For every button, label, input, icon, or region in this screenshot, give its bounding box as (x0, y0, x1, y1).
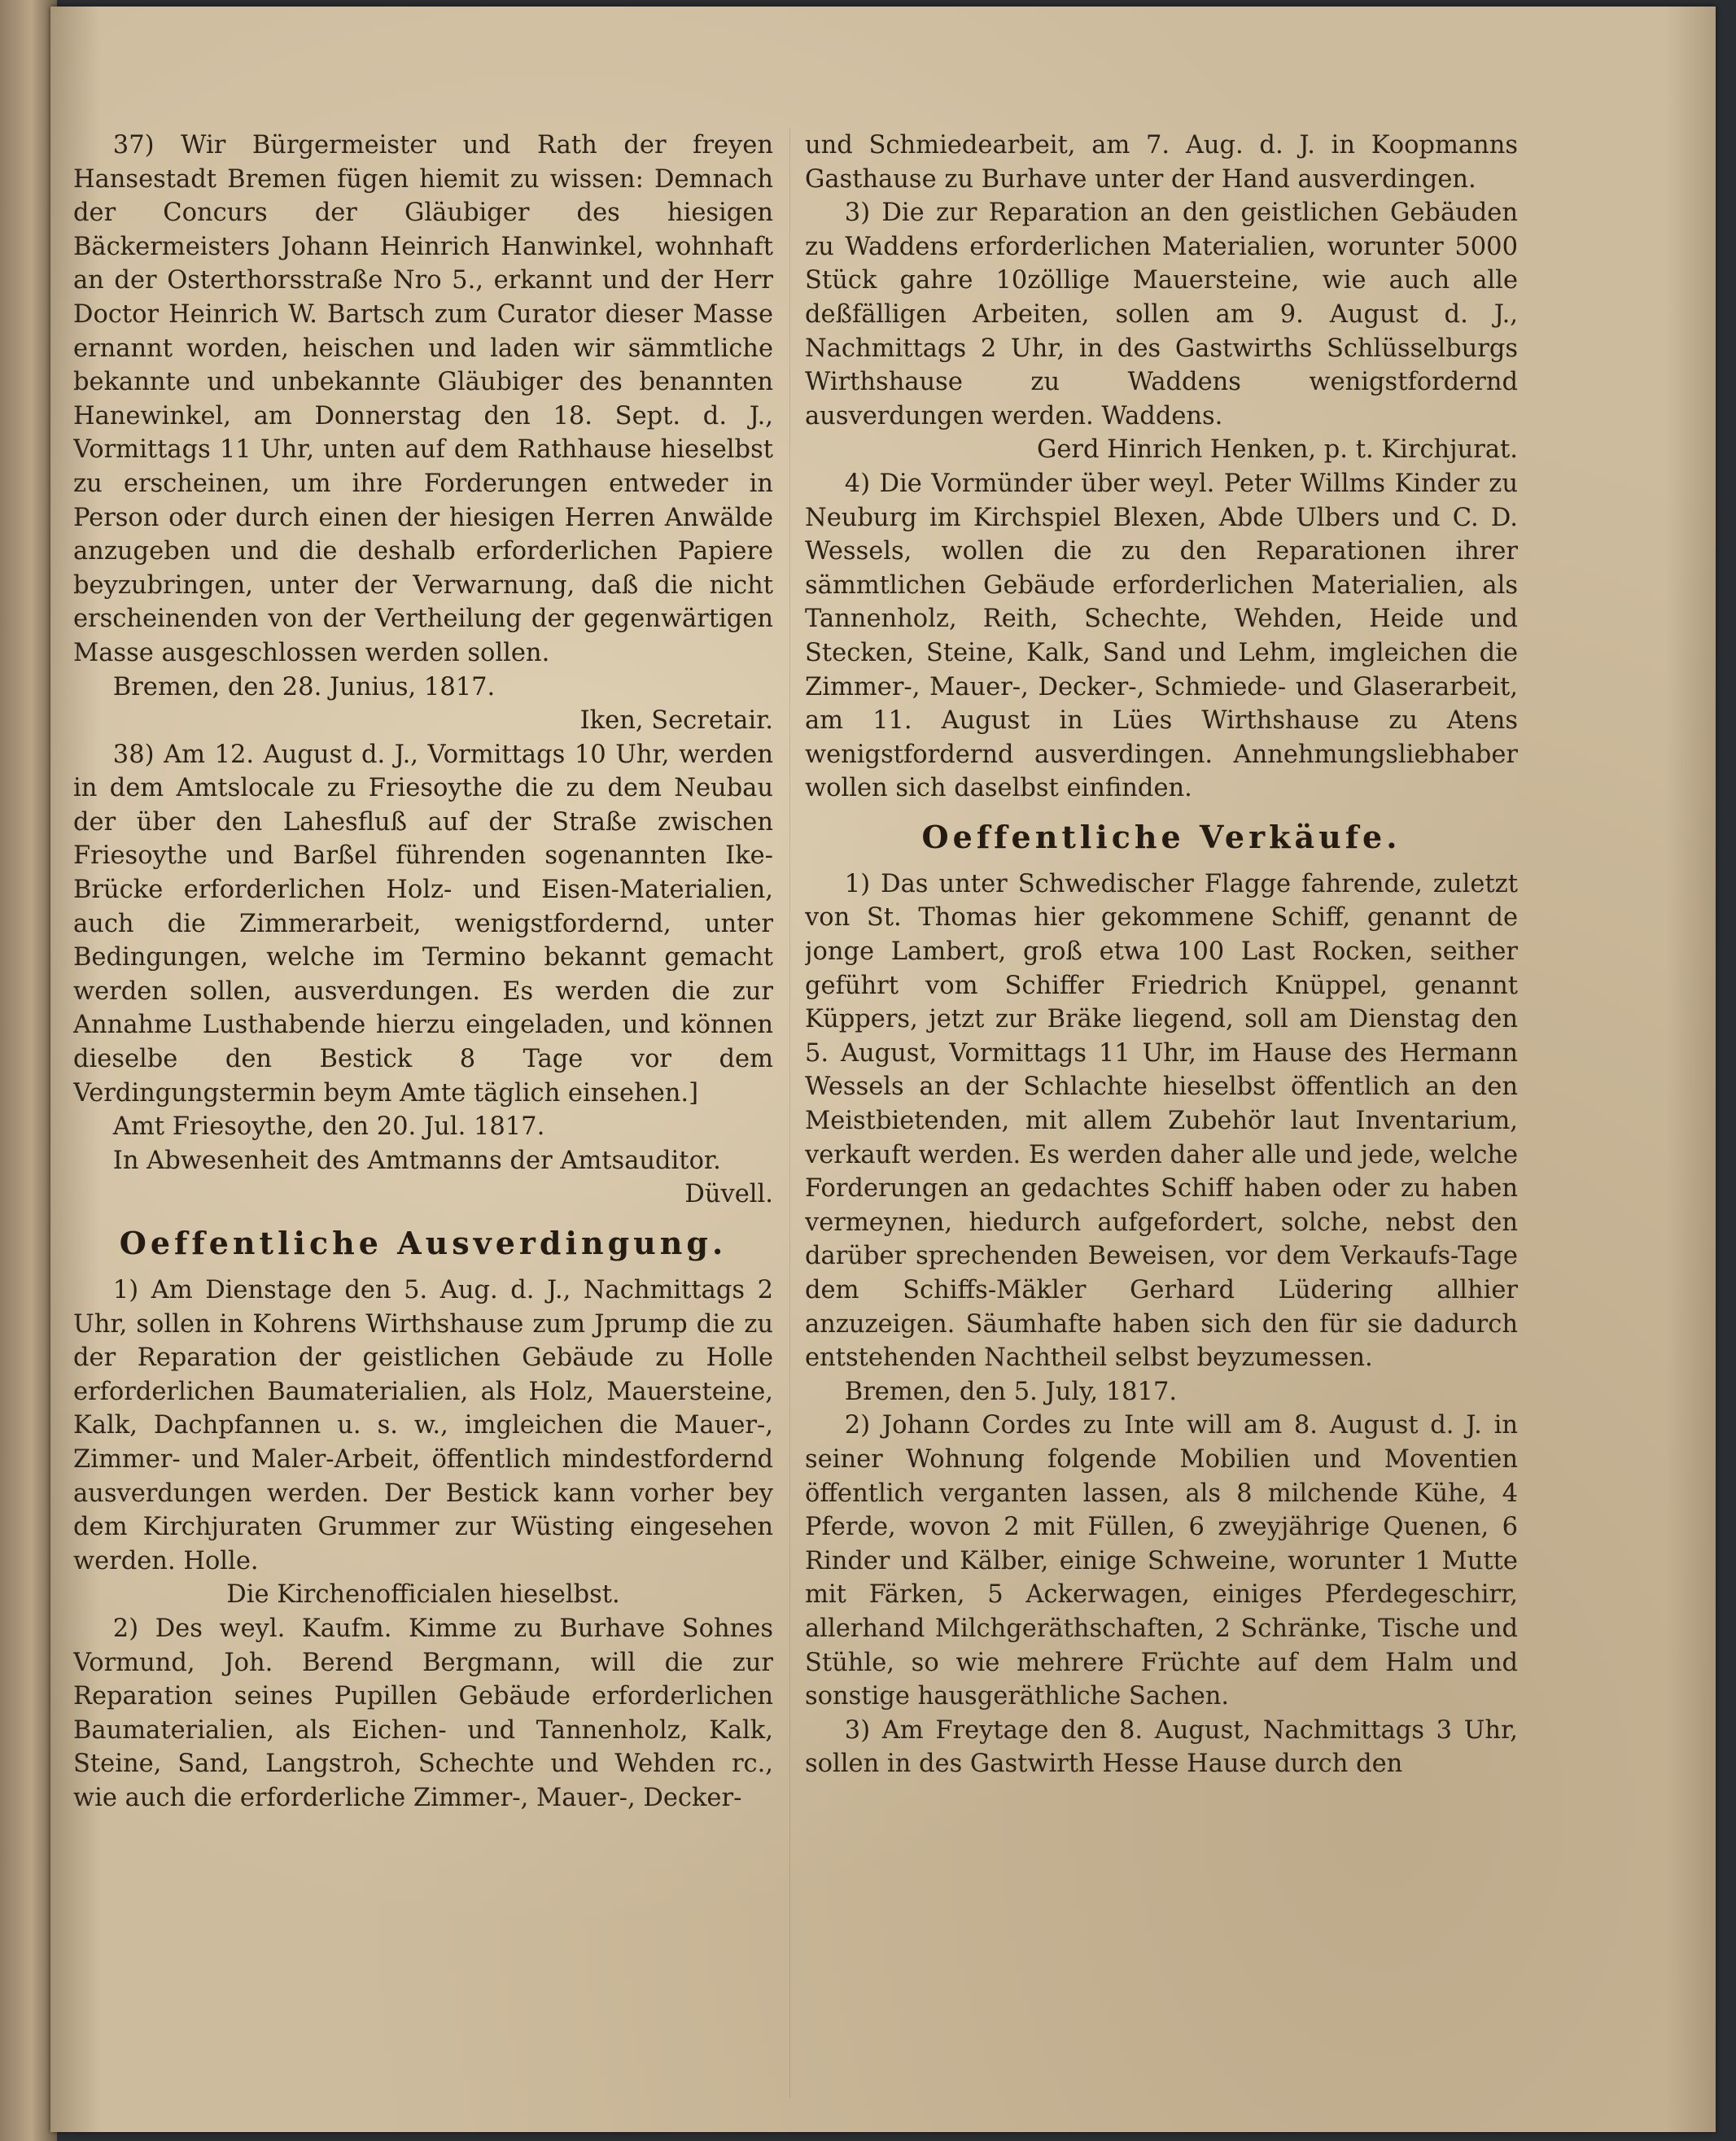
notice-38-signature-line: In Abwesenheit des Amtmanns der Amtsauditor. (112, 1146, 721, 1175)
notice-37-body: 37) Wir Bürgermeister und Rath der freyen Hansestadt Bremen fügen hiemit zu wissen: Demnach der Concurs der Gläubiger des hiesigen Bäckermeisters Johann Heinrich Hanwinkel, wohnhaft an der Osterthorsstraße Nro 5., erkannt und der Herr Doctor Heinrich W. Bartsch zum Curator dieser Masse ernannt worden, heischen und laden wir sämmtliche bekannte und unbekannte Gläubiger des benannten Hanewinkel, am Donnerstag den 18. Sept. d. J., Vormittags 11 Uhr, unten auf dem Rathhause hieselbst zu erscheinen, um ihre Forderungen entweder in Person oder durch einen der hiesigen Herren Anwälde anzugeben und die deshalb erforderlichen Papiere beyzubringen, unter der Verwarnung, daß die nicht erscheinenden von der Vertheilung der gegenwärtigen Masse ausgeschlossen werden sollen. (73, 131, 773, 667)
newspaper-page (50, 7, 1716, 2132)
notice-37-signature: Iken, Secretair. (579, 706, 773, 736)
left-column (73, 129, 773, 2106)
notice-38-date: Amt Friesoythe, den 20. Jul. 1817. (112, 1112, 545, 1142)
ausverdingung-2-continued: und Schmiedearbeit, am 7. Aug. d. J. in Koopmanns Gasthause zu Burhave unter der Hand ausverdingen. (805, 131, 1518, 194)
column-gutter (789, 129, 790, 2098)
notice-38-body: 38) Am 12. August d. J., Vormittags 10 Uhr, werden in dem Amtslocale zu Friesoythe die zu dem Neubau der über den Lahesfluß auf der Straße zwischen Friesoythe und Barßel führenden sogenannten Ike-Brücke erforderlichen Holz- und Eisen-Materialien, auch die Zimmerarbeit, wenigstfordernd, unter Bedingungen, welche im Termino bekannt gemacht werden sollen, ausverdungen. Es werden die zur Annahme Lusthabende hierzu eingeladen, und können dieselbe den Bestick 8 Tage vor dem Verdingungstermin beym Amte täglich einsehen.] (73, 740, 773, 1108)
right-column (805, 129, 1518, 2106)
verkauf-2-body: 2) Johann Cordes zu Inte will am 8. August d. J. in seiner Wohnung folgende Mobilien und Moventien öffentlich verganten lassen, als 8 milchende Kühe, 4 Pferde, wovon 2 mit Füllen, 6 zweyjährige Quenen, 6 Rinder und Kälber, einige Schweine, worunter 1 Mutte mit Färken, 5 Ackerwagen, einiges Pferdegeschirr, allerhand Milchgeräthschaften, 2 Schränke, Tische und Stühle, so wie mehrere Früchte auf dem Halm und sonstige hausgeräthliche Sachen. (805, 1411, 1518, 1711)
ausverdingung-2-body: 2) Des weyl. Kaufm. Kimme zu Burhave Sohnes Vormund, Joh. Berend Bergmann, will die zur Reparation seines Pupillen Gebäude erforderlichen Baumaterialien, als Eichen- und Tannenholz, Kalk, Steine, Sand, Langstroh, Schechte und Wehden rc., wie auch die erforderliche Zimmer-, Mauer-, Decker- (73, 1614, 773, 1812)
section-heading-verkaeufe: Oeffentliche Verkäufe. (921, 818, 1401, 855)
ausverdingung-3-body: 3) Die zur Reparation an den geistlichen Gebäuden zu Waddens erforderlichen Materialien, worunter 5000 Stück gahre 10zöllige Mauersteine, wie auch alle deßfälligen Arbeiten, sollen am 9. August d. J., Nachmittags 2 Uhr, in des Gastwirths Schlüsselburgs Wirthshause zu Waddens wenigstfordernd ausverdungen werden. Waddens. (805, 199, 1518, 430)
verkauf-1-date: Bremen, den 5. July, 1817. (844, 1377, 1178, 1406)
ausverdingung-1-signature: Die Kirchenofficialen hieselbst. (226, 1580, 620, 1610)
ausverdingung-3-signature: Gerd Hinrich Henken, p. t. Kirchjurat. (1036, 435, 1518, 465)
notice-38-signature-name: Düvell. (684, 1180, 773, 1209)
previous-page-edge (0, 0, 57, 2141)
section-heading-ausverdingung: Oeffentliche Ausverdingung. (119, 1225, 728, 1261)
verkauf-1-body: 1) Das unter Schwedischer Flagge fahrende, zuletzt von St. Thomas hier gekommene Schiff, genannt de jonge Lambert, groß etwa 100 Last Rocken, seither geführt vom Schiffer Friedrich Knüppel, genannt Küppers, jetzt zur Bräke liegend, soll am Dienstag den 5. August, Vormittags 11 Uhr, im Hause des Hermann Wessels an der Schlachte hieselbst öffentlich an den Meistbietenden, mit allem Zubehör laut Inventarium, verkauft werden. Es werden daher alle und jede, welche Forderungen an gedachtes Schiff haben oder zu haben vermeynen, hiedurch aufgefordert, solche, nebst den darüber sprechenden Beweisen, vor dem Verkaufs-Tage dem Schiffs-Mäkler Gerhard Lüdering allhier anzuzeigen. Säumhafte haben sich den für sie dadurch entstehenden Nachtheil selbst beyzumessen. (805, 869, 1518, 1373)
ausverdingung-4-body: 4) Die Vormünder über weyl. Peter Willms Kinder zu Neuburg im Kirchspiel Blexen, Abde Ulbers und C. D. Wessels, wollen die zu den Reparationen ihrer sämmtlichen Gebäude erforderlichen Materialien, als Tannenholz, Reith, Schechte, Wehden, Heide und Stecken, Steine, Kalk, Sand und Lehm, imgleichen die Zimmer-, Mauer-, Decker-, Schmiede- und Glaserarbeit, am 11. August in Lües Wirthshause zu Atens wenigstfordernd ausverdingen. Annehmungsliebhaber wollen sich daselbst einfinden. (805, 469, 1518, 803)
verkauf-3-body: 3) Am Freytage den 8. August, Nachmittags 3 Uhr, sollen in des Gastwirth Hesse Hause durch den (805, 1715, 1518, 1779)
ausverdingung-1-body: 1) Am Dienstage den 5. Aug. d. J., Nachmittags 2 Uhr, sollen in Kohrens Wirthshause zum Jprump die zu der Reparation der geistlichen Gebäude zu Holle erforderlichen Baumaterialien, als Holz, Mauersteine, Kalk, Dachpfannen u. s. w., imgleichen die Mauer-, Zimmer- und Maler-Arbeit, öffentlich mindestfordernd ausverdungen werden. Der Bestick kann vorher bey dem Kirchjuraten Grummer zur Wüsting eingesehen werden. Holle. (73, 1276, 773, 1575)
notice-37-date: Bremen, den 28. Junius, 1817. (112, 672, 496, 701)
